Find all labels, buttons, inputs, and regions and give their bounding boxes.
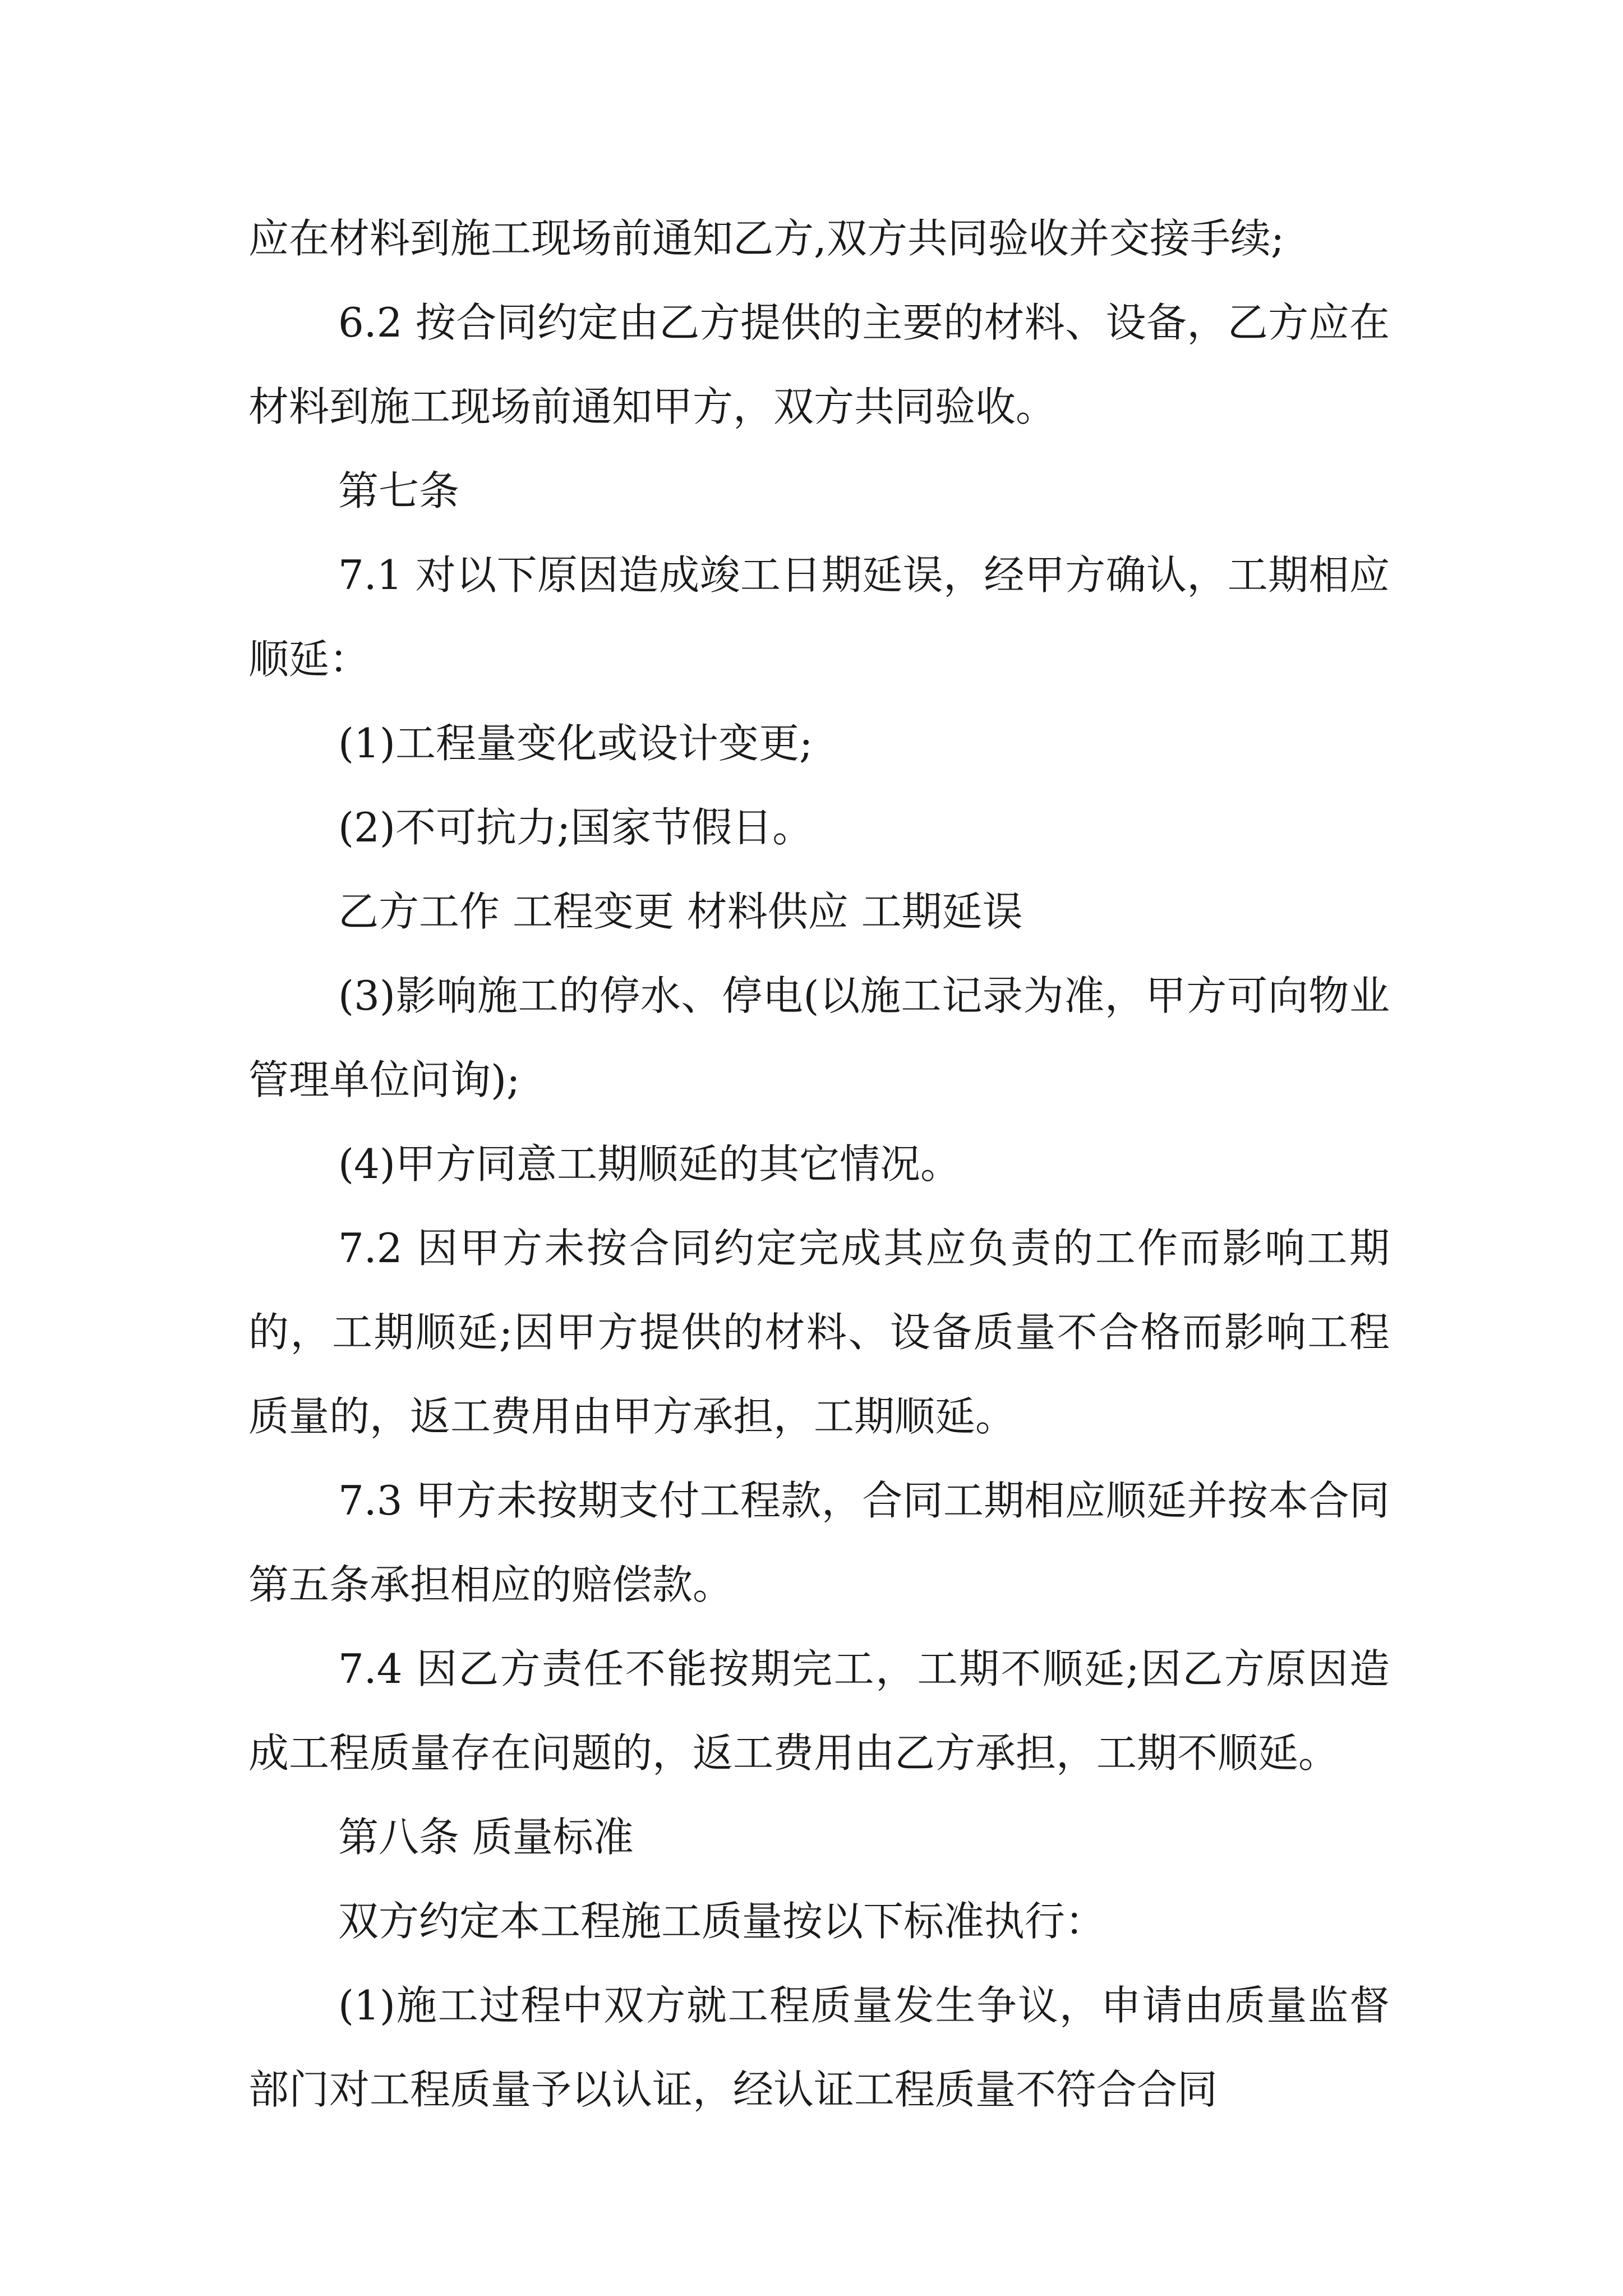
- paragraph-7-3: 7.3 甲方未按期支付工程款，合同工期相应顺延并按本合同第五条承担相应的赔偿款。: [248, 1477, 1390, 1608]
- list-item-4: (4)甲方同意工期顺延的其它情况。: [338, 1140, 961, 1188]
- list-item-3: (3)影响施工的停水、停电(以施工记录为准，甲方可向物业管理单位问询);: [248, 972, 1390, 1103]
- article-8-heading: 第八条 质量标准: [338, 1814, 634, 1861]
- quality-intro: 双方约定本工程施工质量按以下标准执行：: [338, 1898, 1106, 1945]
- paragraph-7-2: 7.2 因甲方未按合同约定完成其应负责的工作而影响工期的，工期顺延;因甲方提供的材料、设备质量不合格而影响工程质量的，返工费用由甲方承担，工期顺延。: [248, 1225, 1390, 1440]
- article-7-heading: 第七条: [338, 467, 460, 514]
- paragraph-7-4: 7.4 因乙方责任不能按期完工，工期不顺延;因乙方原因造成工程质量存在问题的，返工费用由乙方承担，工期不顺延。: [248, 1645, 1390, 1777]
- paragraph-continuation: 应在材料到施工现场前通知乙方,双方共同验收并交接手续;: [248, 215, 1285, 262]
- keywords-line: 乙方工作 工程变更 材料供应 工期延误: [338, 888, 1023, 935]
- list-item-1: (1)工程量变化或设计变更;: [338, 720, 813, 767]
- paragraph-7-1: 7.1 对以下原因造成竣工日期延误，经甲方确认，工期相应顺延：: [248, 551, 1390, 683]
- quality-item-1: (1)施工过程中双方就工程质量发生争议，申请由质量监督部门对工程质量予以认证，经认证工程质量不符合合同: [248, 1982, 1390, 2113]
- list-item-2: (2)不可抗力;国家节假日。: [338, 804, 813, 851]
- document-body: [248, 196, 1390, 2132]
- paragraph-6-2: 6.2 按合同约定由乙方提供的主要的材料、设备，乙方应在材料到施工现场前通知甲方，双方共同验收。: [248, 299, 1390, 430]
